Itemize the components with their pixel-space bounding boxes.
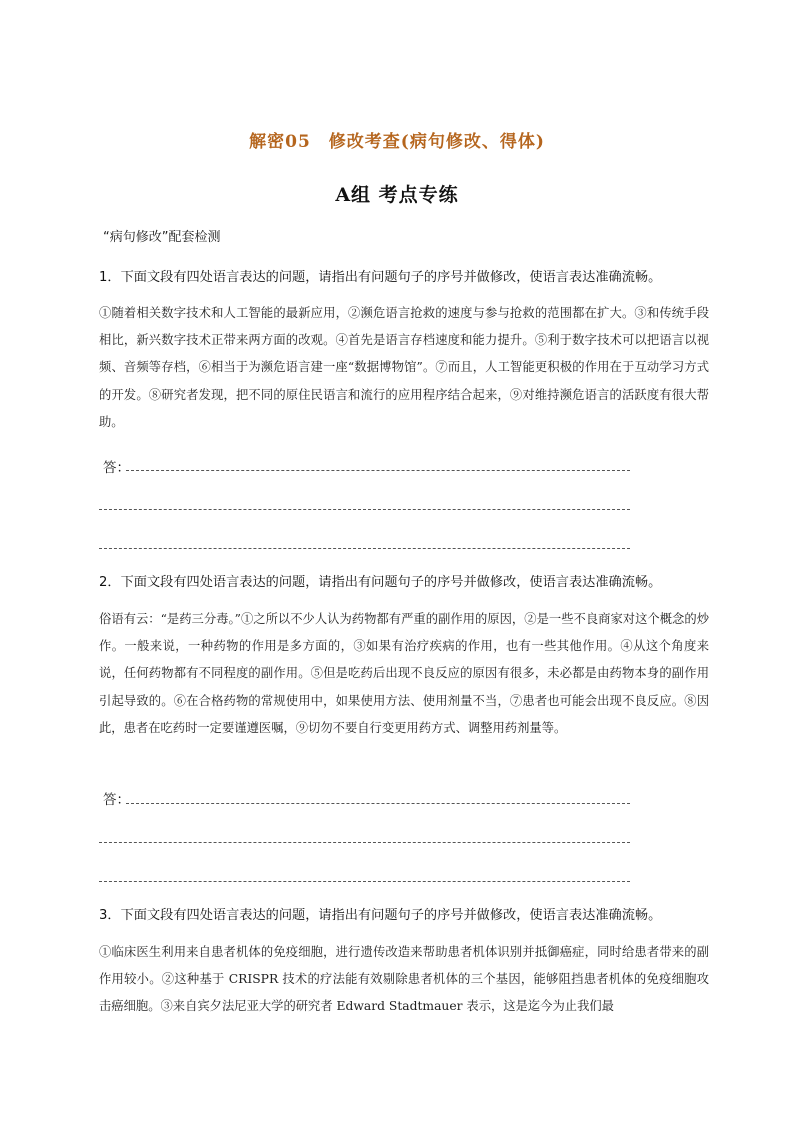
- question-3-prompt: 3．下面文段有四处语言表达的问题，请指出有问题句子的序号并做修改，使语言表达准确流畅。: [99, 908, 662, 923]
- question-2-prompt: 2．下面文段有四处语言表达的问题，请指出有问题句子的序号并做修改，使语言表达准确流畅。: [99, 575, 662, 590]
- question-2-answer-line-1[interactable]: [126, 803, 630, 804]
- question-1-passage: ①随着相关数字技术和人工智能的最新应用，②濒危语言抢救的速度与参与抢救的范围都在扩大。③和传统手段相比，新兴数字技术正带来两方面的改观。④首先是语言存档速度和能力提升。⑤利于数字技术可以把语言以视频、音频等存档，⑥相当于为濒危语言建一座“数据博物馆”。⑦而且，人工智能更积极的作用在于互动学习方式的开发。⑧研究者发现，把不同的原住民语言和流行的应用程序结合起来，⑨对维持濒危语言的活跃度有很大帮助。: [99, 306, 709, 429]
- question-2-passage: 俗语有云：“是药三分毒。”①之所以不少人认为药物都有严重的副作用的原因，②是一些不良商家对这个概念的炒作。一般来说，一种药物的作用是多方面的，③如果有治疗疾病的作用，也有一些其他作用。④从这个角度来说，任何药物都有不同程度的副作用。⑤但是吃药后出现不良反应的原因有很多，未必都是由药物本身的副作用引起导致的。⑥在合格药物的常规使用中，如果使用方法、使用剂量不当，⑦患者也可能会出现不良反应。⑧因此，患者在吃药时一定要谨遵医嘱，⑨切勿不要自行变更用药方式、调整用药剂量等。: [99, 612, 709, 735]
- question-1-answer-label: 答：: [103, 460, 130, 476]
- page-title: 解密05 修改考查(病句修改、得体): [249, 132, 545, 152]
- question-1-answer-line-1[interactable]: [126, 470, 630, 471]
- question-1-answer-line-2[interactable]: [99, 509, 630, 510]
- question-3-passage: ①临床医生利用来自患者机体的免疫细胞，进行遗传改造来帮助患者机体识别并抵御癌症，同时给患者带来的副作用较小。②这种基于 CRISPR 技术的疗法能有效剔除患者机体的三个基因，能够阻挡患者机体的免疫细胞攻击癌细胞。③来自宾夕法尼亚大学的研究者 Edward Stadtmauer 表示，这是迄今为止我们最: [99, 945, 709, 1014]
- group-heading: A组 考点专练: [335, 184, 459, 206]
- question-2-answer-label: 答：: [103, 792, 130, 808]
- question-1-prompt: 1．下面文段有四处语言表达的问题，请指出有问题句子的序号并做修改，使语言表达准确流畅。: [99, 270, 662, 285]
- section-label: “病句修改”配套检测: [103, 230, 221, 245]
- question-2-answer-line-2[interactable]: [99, 842, 630, 843]
- question-1-answer-line-3[interactable]: [99, 548, 630, 549]
- question-2-answer-line-3[interactable]: [99, 881, 630, 882]
